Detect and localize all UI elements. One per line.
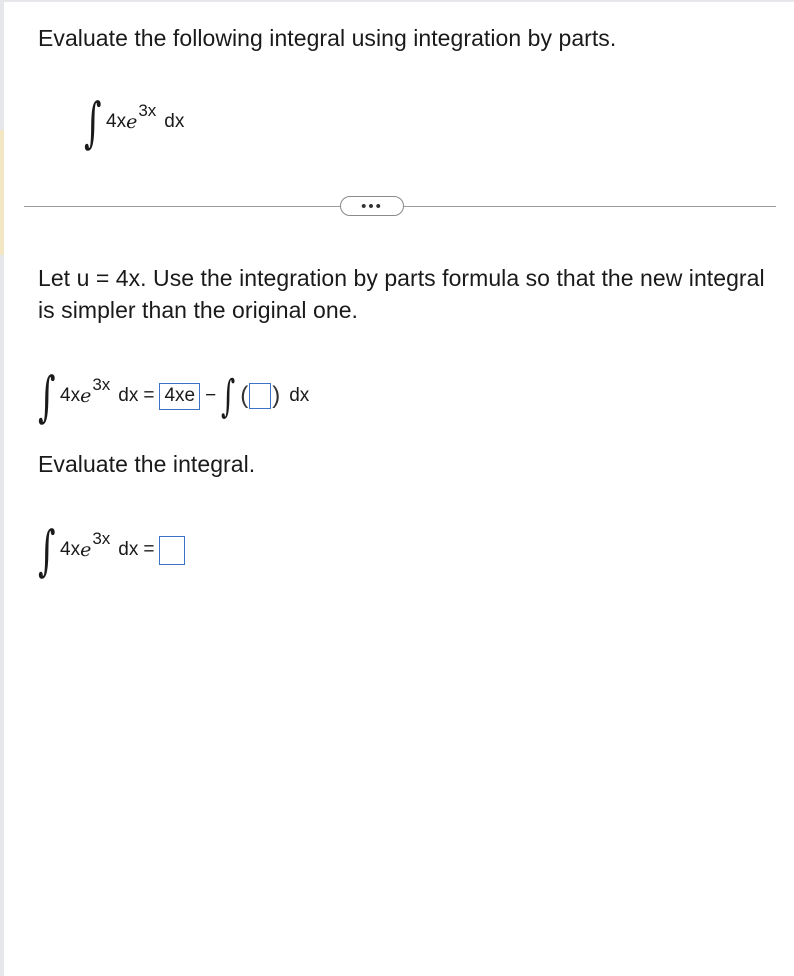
equals-sign: = xyxy=(143,385,155,406)
integrand-differential: dx xyxy=(118,539,139,560)
integrand-exponent: 3x xyxy=(138,101,157,120)
integrand-exponent: 3x xyxy=(92,375,111,394)
answer-final-input[interactable] xyxy=(159,536,185,565)
part2-instruction: Evaluate the integral. xyxy=(38,451,256,477)
answer-uv-input[interactable]: 4xe xyxy=(159,383,200,410)
close-paren: ) xyxy=(272,382,281,409)
integral-symbol: ∫ xyxy=(84,91,102,154)
equals-sign: = xyxy=(143,539,155,560)
part2-equation xyxy=(38,520,185,580)
question-instruction: Evaluate the following integral using integration by parts. xyxy=(38,25,617,51)
frame-left-accent xyxy=(0,130,4,255)
integrand-differential: dx xyxy=(118,385,139,406)
integral-symbol: ∫ xyxy=(38,365,56,428)
open-paren: ( xyxy=(240,382,249,409)
integrand-base: e xyxy=(126,111,138,133)
integrand-base: e xyxy=(80,385,92,407)
answer-vdu-input[interactable] xyxy=(249,383,271,409)
integrand-exponent: 3x xyxy=(92,529,111,548)
integral-differential: dx xyxy=(289,385,310,406)
integral-symbol: ∫ xyxy=(221,371,236,422)
part1-equation xyxy=(38,366,309,426)
part1-instruction: Let u = 4x. Use the integration by parts formula so that the new integral is simpler than the original one. xyxy=(38,265,765,323)
integrand-coefficient: 4x xyxy=(60,539,81,560)
integral-symbol: ∫ xyxy=(38,519,56,582)
integrand-coefficient: 4x xyxy=(106,111,127,132)
integrand-differential: dx xyxy=(164,111,185,132)
integrand-base: e xyxy=(80,539,92,561)
integrand-coefficient: 4x xyxy=(60,385,81,406)
expand-more-button[interactable]: ••• xyxy=(340,196,404,216)
frame-top-border xyxy=(0,0,794,2)
minus-sign: − xyxy=(205,385,217,406)
question-integral xyxy=(84,92,184,152)
